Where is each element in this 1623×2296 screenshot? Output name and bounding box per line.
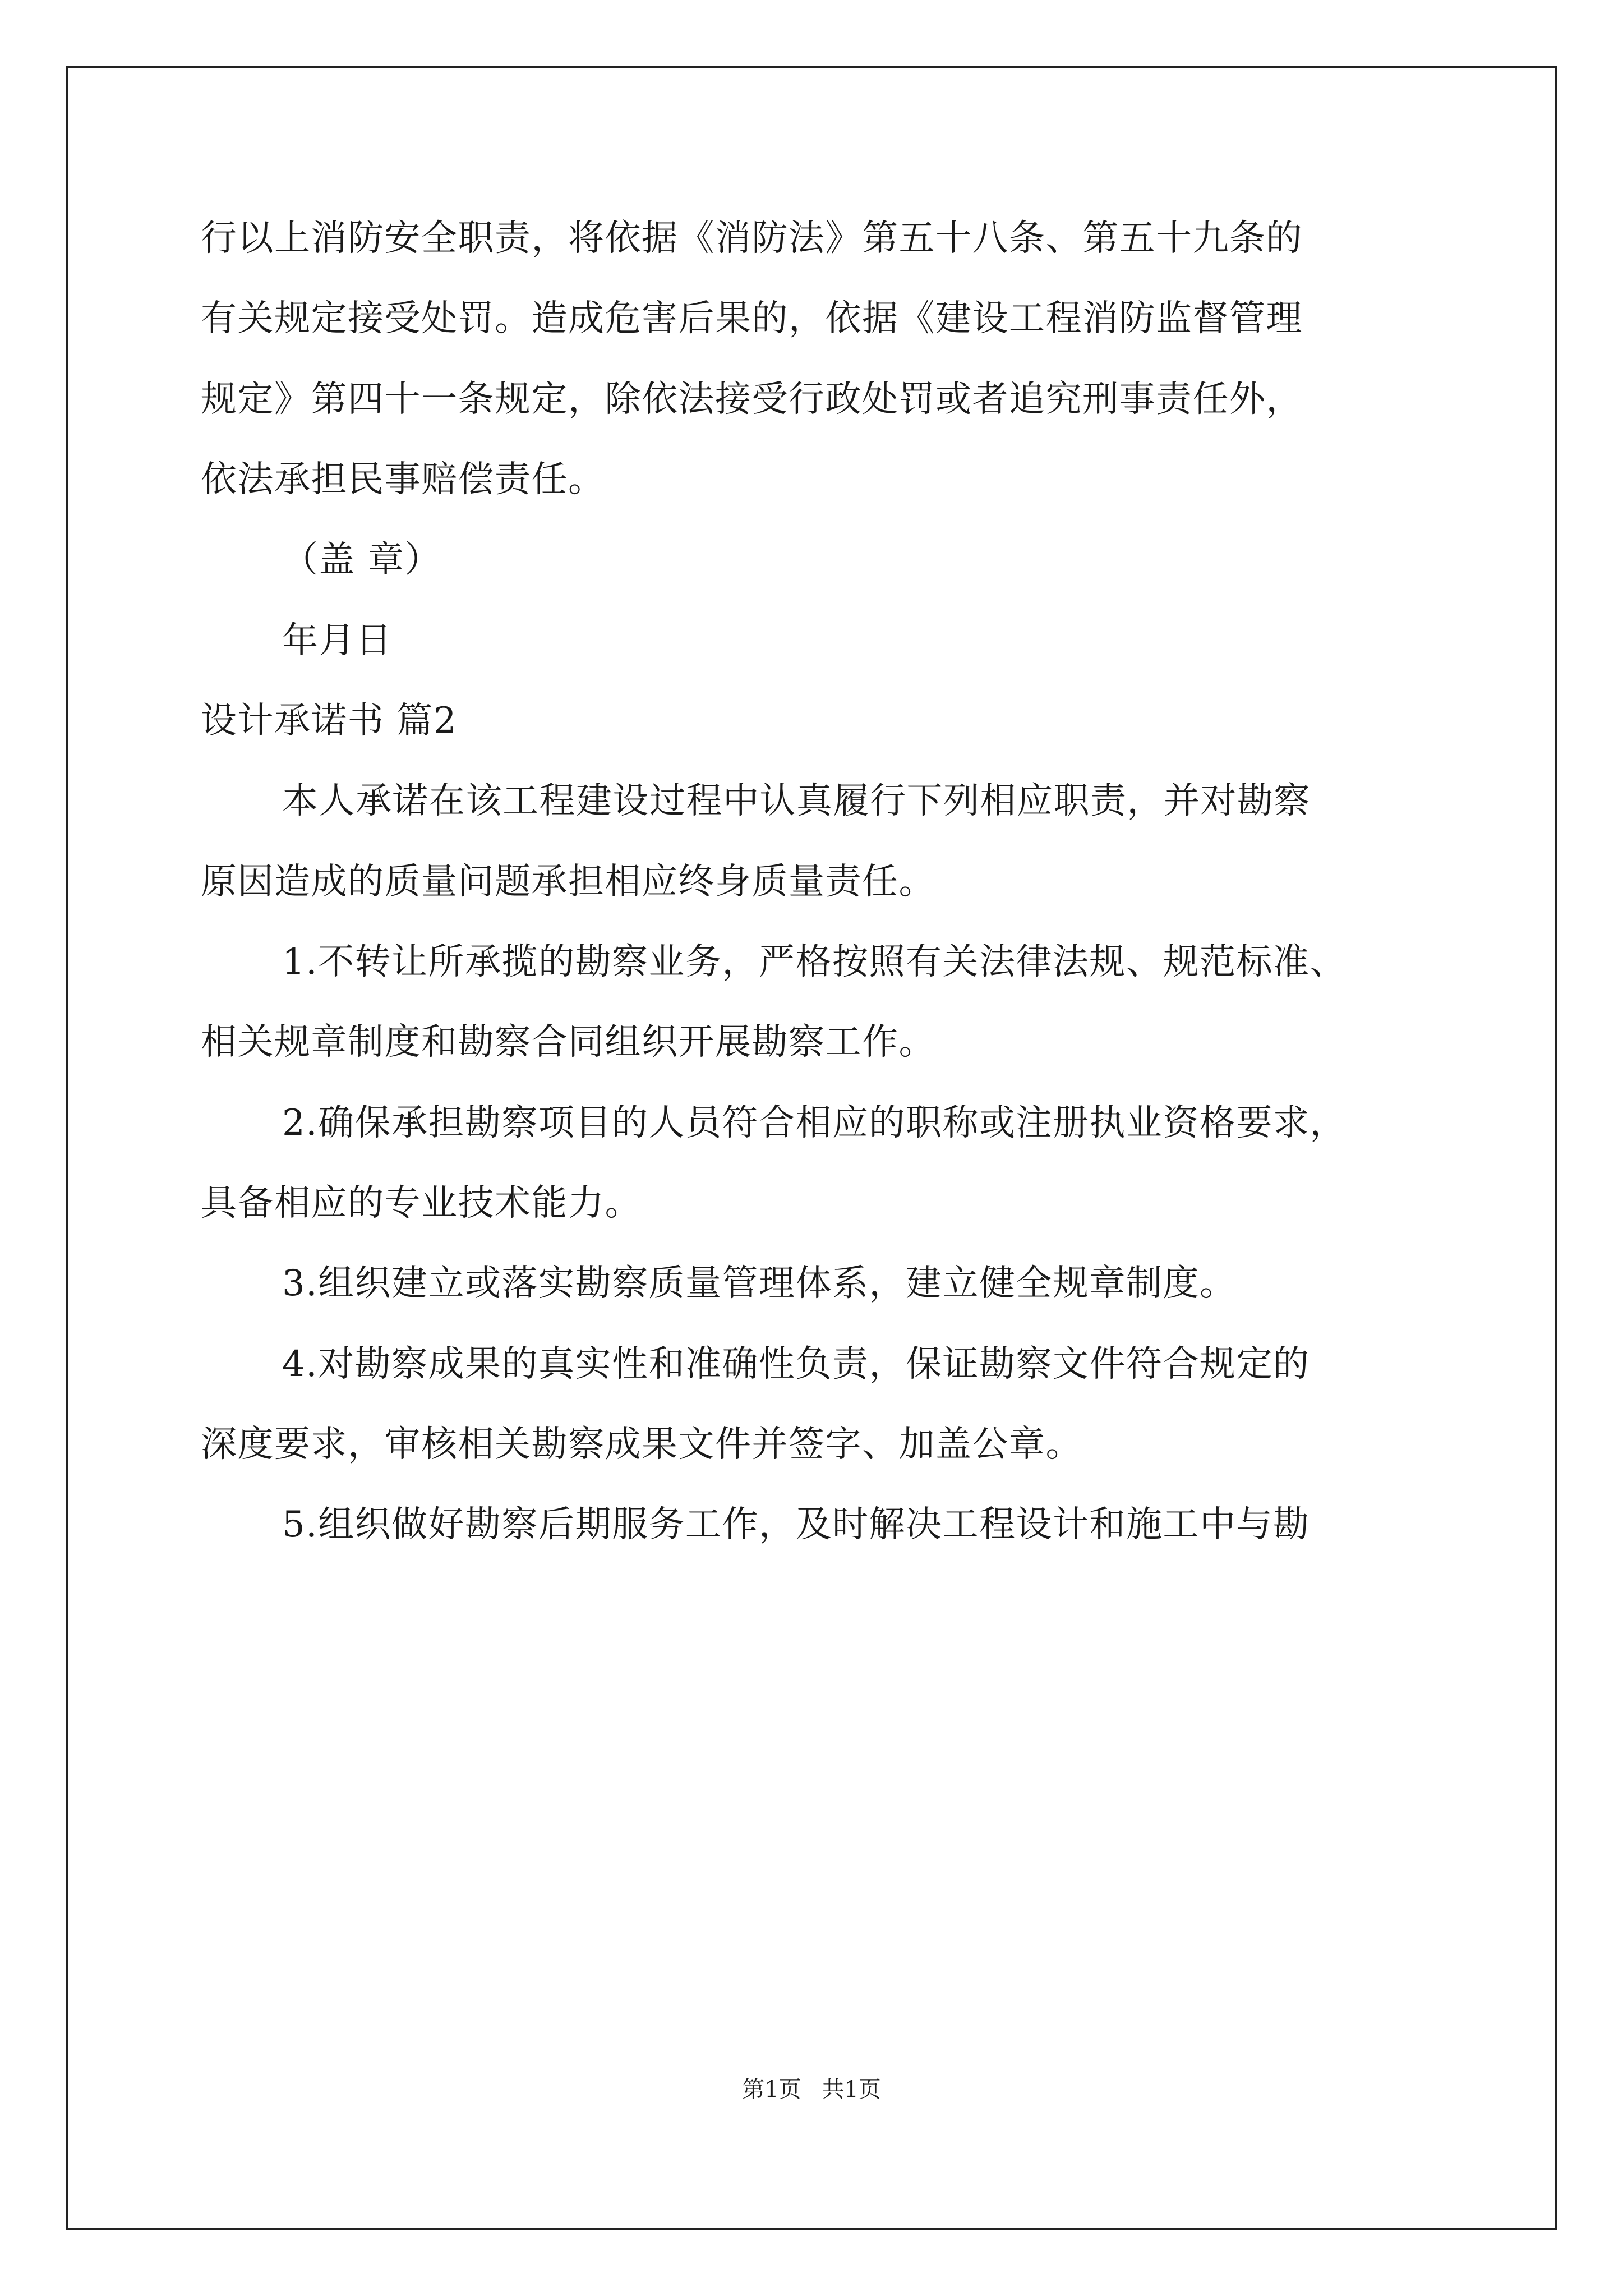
page-total: 共1页: [822, 2077, 881, 2102]
text-line: 相关规章制度和勘察合同组织开展勘察工作。: [201, 1022, 935, 1063]
date-label: 年月日: [282, 620, 393, 661]
text-line: 原因造成的质量问题承担相应终身质量责任。: [201, 861, 935, 903]
page-number: 第1页: [742, 2077, 801, 2102]
section-heading: 设计承诺书 篇2: [201, 700, 458, 742]
text-line: 依法承担民事赔偿责任。: [201, 459, 605, 500]
text-line: 深度要求，审核相关勘察成果文件并签字、加盖公章。: [201, 1424, 1082, 1465]
text-line: 行以上消防安全职责，将依据《消防法》第五十八条、第五十九条的: [201, 218, 1303, 259]
list-item: 2.确保承担勘察项目的人员符合相应的职称或注册执业资格要求，: [282, 1102, 1347, 1144]
list-item: 3.组织建立或落实勘察质量管理体系，建立健全规章制度。: [282, 1263, 1237, 1304]
text-line: 本人承诺在该工程建设过程中认真履行下列相应职责，并对勘察: [282, 780, 1311, 822]
list-item: 1.不转让所承揽的勘察业务，严格按照有关法律法规、规范标准、: [282, 941, 1347, 983]
seal-label: （盖 章）: [282, 539, 441, 581]
text-line: 规定》第四十一条规定，除依法接受行政处罚或者追究刑事责任外，: [201, 379, 1303, 420]
page-footer: [0, 2073, 1623, 2106]
list-item: 4.对勘察成果的真实性和准确性负责，保证勘察文件符合规定的: [282, 1343, 1310, 1385]
list-item: 5.组织做好勘察后期服务工作，及时解决工程设计和施工中与勘: [282, 1504, 1310, 1545]
text-line: 有关规定接受处罚。造成危害后果的，依据《建设工程消防监督管理: [201, 298, 1303, 339]
text-line: 具备相应的专业技术能力。: [201, 1182, 642, 1224]
